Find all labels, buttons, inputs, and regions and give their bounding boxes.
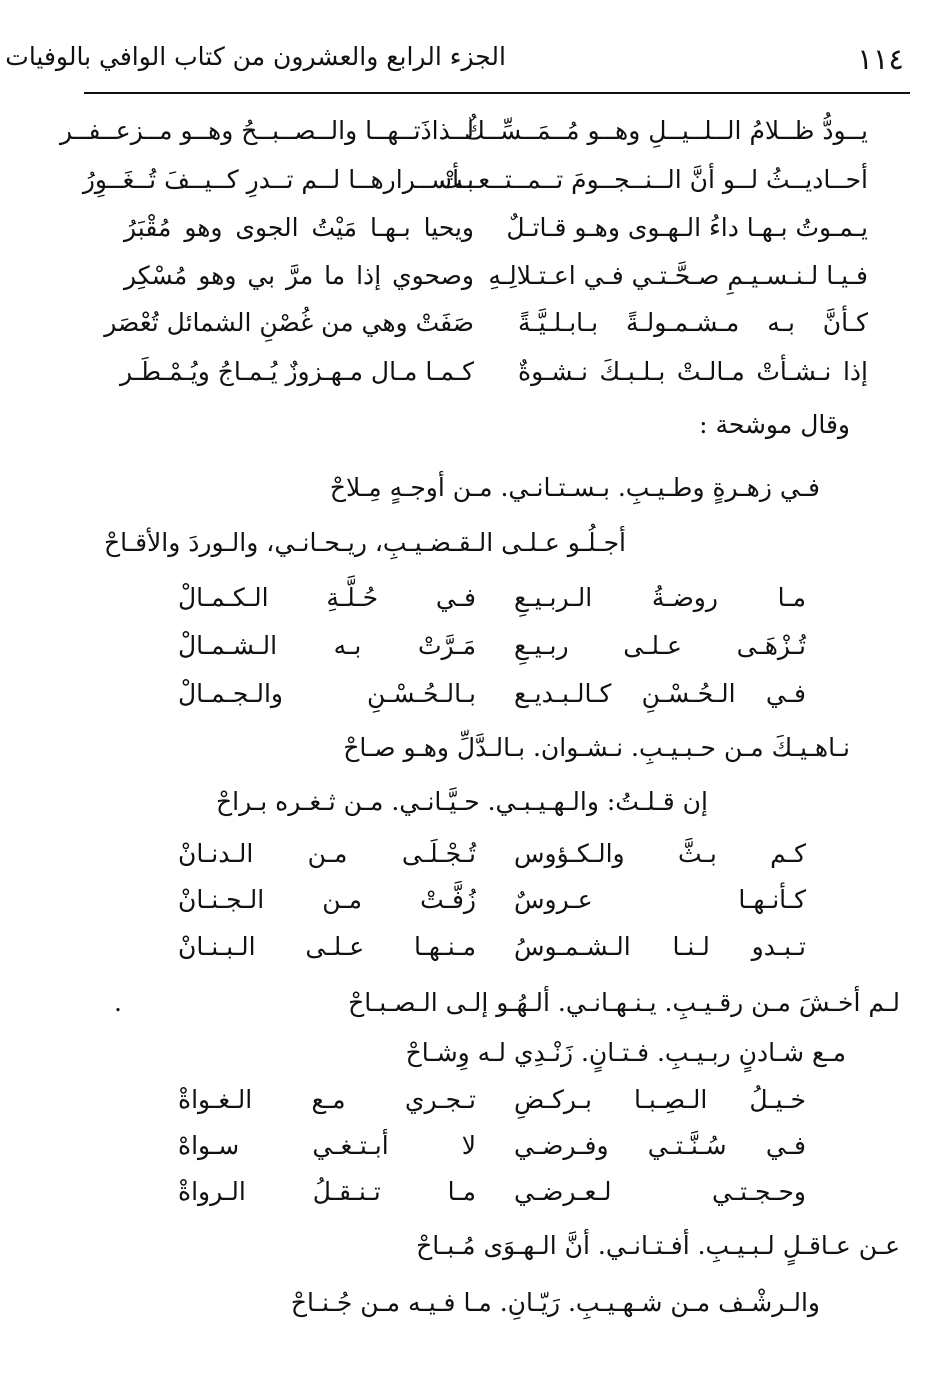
poem-verse-5-second-hemistich: صَفَتْ وهي من غُصْنِ الشمائل تُعْصَر — [104, 308, 474, 337]
stanza-2-line-1-right: كـم بـثَّ والـكـؤوس — [514, 839, 806, 868]
muwashah-qufl-line: أجـلُـو عـلـى الـقـضـيـبِ، ريـحـانـي، والـوردَ والأقـاحْ — [103, 528, 626, 557]
stanza-3-line-1-left: تـجـري مـع الـغـواةْ — [178, 1085, 476, 1114]
muwashah-line-3: نـاهـيـكَ مـن حـبـيـبِ. نـشـوان. بـالـدَّلِّ وهـو صـاحْ — [343, 733, 850, 762]
muwashah-line-7: عـن عـاقـلٍ لـبـيـبِ. أفـتـانـي. أنَّ الـهـوَى مُـبـاحْ — [416, 1231, 900, 1260]
poem-verse-3-first-hemistich: يـمـوتُ بـهـا داءُ الـهـوى وهـو قـاتـلٌ — [506, 213, 868, 242]
stanza-2-line-2-left: زُفَّـتْ مـن الـجـنـانْ — [178, 885, 476, 914]
margin-dot: . — [114, 988, 122, 1017]
poem-verse-4-first-hemistich: فـيـا لـنـسـيـمِ صـحَّـتـي فـي اعـتـلالِـهِ — [488, 261, 868, 290]
stanza-3-line-3-right: وحـجـتـي لـعـرضـي — [514, 1177, 806, 1206]
stanza-1-line-2-right: تُـزْهَـى عـلـى ربـيـعِ — [514, 631, 806, 660]
poem-verse-5-first-hemistich: كـأنَّ بـه مـشـمـولـةً بـابـلـيَّـةً — [518, 308, 868, 337]
stanza-2-line-2-right: كـأنـهـا عـروسٌ — [514, 885, 806, 914]
page-number: ١١٤ — [857, 42, 904, 76]
stanza-2-line-1-left: تُـجْـلَـى مـن الـدنـانْ — [178, 839, 476, 868]
poem-verse-2-first-hemistich: أحــاديــثُ لــو أنَّ الــنــجــومَ تــمــتــعــتْ — [439, 165, 868, 194]
muwashah-matla: فـي زهـرةٍ وطـيـبِ. بـسـتـانـي. مـن أوجـهٍ مِـلاحْ — [329, 473, 820, 502]
stanza-1-line-1-right: مـا روضـةُ الـربـيـعِ — [514, 583, 806, 612]
poem-verse-3-second-hemistich: ويحيا بـهـا مَيْتُ الجوى وهو مُقْبَرُ — [124, 213, 474, 242]
header-divider — [84, 92, 910, 94]
poem-verse-6-second-hemistich: كـمـا مـال مـهـزوزٌ يُـمـاجُ ويُـمْـطَـر — [120, 357, 474, 386]
stanza-3-line-3-left: مـا تـنـقـلُ الـرواةْ — [178, 1177, 476, 1206]
muwashah-intro: وقال موشحة : — [699, 410, 850, 439]
poem-verse-4-second-hemistich: وصحوي إذا ما مرَّ بي وهو مُسْكِر — [124, 261, 474, 290]
muwashah-line-6: مـع شـادنٍ ربـيـبِ. فـتـانٍ. زَنْـدِي لـه وِشـاحْ — [405, 1038, 846, 1067]
stanza-3-line-2-left: لا أبـتـغـي سـواهْ — [178, 1131, 476, 1160]
stanza-1-line-1-left: فـي حُـلَّـةِ الـكـمـالْ — [178, 583, 476, 612]
running-header-title: الجزء الرابع والعشرون من كتاب الوافي بالوفيات — [5, 42, 506, 71]
poem-verse-1-second-hemistich: لــذاذَتــهــا والــصــبــحُ وهــو مــزعــفــر — [60, 116, 474, 145]
stanza-1-line-2-left: مَـرَّتْ بـه الـشـمـالْ — [178, 631, 476, 660]
muwashah-line-4: إن قـلـتُ: والـهـيـبـي. حـيَّـانـي. مـن ثـغـره بـراحْ — [216, 787, 708, 816]
poem-verse-6-first-hemistich: إذا نـشـأتْ مـالـتْ بـلـبـكَ نـشـوةٌ — [518, 357, 868, 386]
poem-verse-2-second-hemistich: بـأســرارهــا لــم تــدرِ كــيــفَ تُــغَــوِرُ — [82, 165, 474, 194]
stanza-3-line-1-right: خـيـلُ الـصِـبـا بـركـضِ — [514, 1085, 806, 1114]
stanza-2-line-3-left: مـنـهـا عـلـى الـبـنـانْ — [178, 932, 476, 961]
stanza-1-line-3-left: بـالـحُـسْـنِ والـجـمـالْ — [178, 679, 476, 708]
poem-verse-1-first-hemistich: يــودُّ ظــلامُ الــلــيــلِ وهــو مُــمَــسِّــكٌ — [464, 116, 868, 145]
muwashah-line-8: والـرشْـف مـن شـهـيـبِ. رَيّـانِ. مـا فـيـه مـن جُـنـاحْ — [290, 1288, 820, 1317]
stanza-3-line-2-right: فـي سُـنَّـتـي وفـرضـي — [514, 1131, 806, 1160]
stanza-1-line-3-right: فـي الـحُـسْـنِ كـالـبـديـع — [514, 679, 806, 708]
muwashah-line-5: لـم أخـشَ مـن رقـيـبِ. يـنـهـانـي. ألـهُـو إلـى الـصـبـاحْ — [348, 988, 900, 1017]
stanza-2-line-3-right: تـبـدو لـنـا الـشـمـوسُ — [514, 932, 806, 961]
